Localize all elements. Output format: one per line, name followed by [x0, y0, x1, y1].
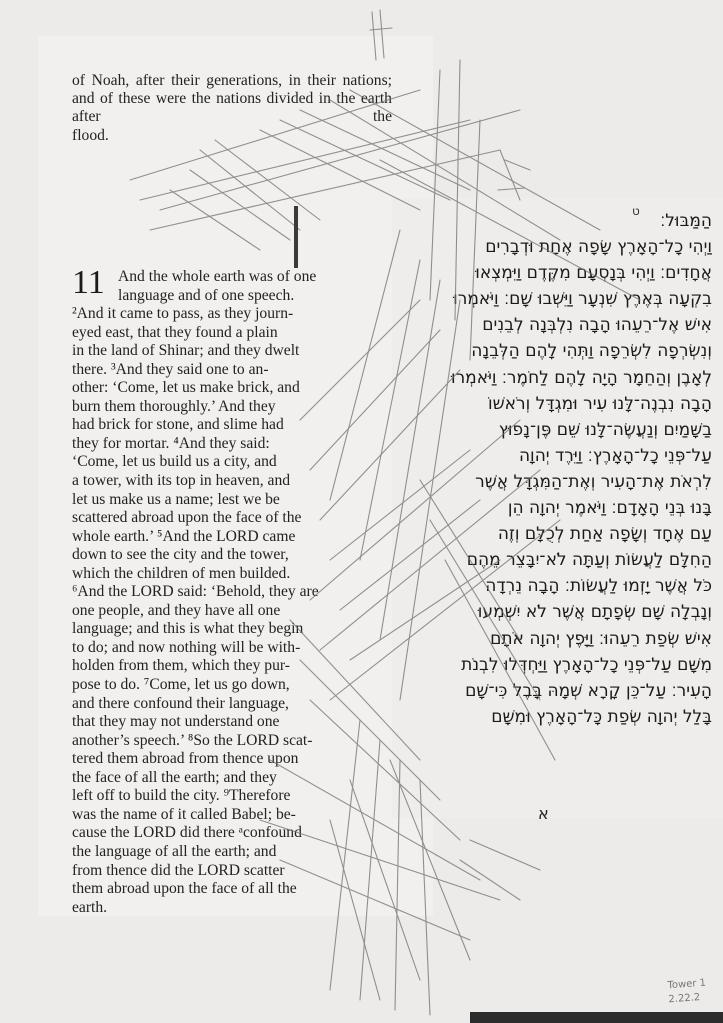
hebrew-line: וְנָבְלָה שָׁם שְׂפָתָם אֲשֶׁר לֹא יִשְׁמְעוּ	[477, 602, 712, 623]
hebrew-line: לְאָבֶן וְהַחֵמָר הָיָה לָהֶם לַחֹמֶר׃ וַיֹּאמְרוּ	[450, 367, 712, 388]
hebrew-line: אִישׁ אֶל־רֵעֵהוּ הָבָה נִלְבְּנָה לְבֵנִים	[482, 315, 712, 336]
chapter-line: left off to build the city. ⁹Therefore	[72, 787, 291, 805]
signature-title: Tower 1	[667, 977, 707, 992]
english-intro-column	[72, 72, 392, 145]
chapter-line: a tower, with its top in heaven, and	[72, 472, 291, 490]
hebrew-reference-mark: ט	[632, 204, 640, 218]
chapter-line: from thence did the LORD scatter	[72, 861, 285, 879]
chapter-line: eyed east, that they found a plain	[72, 323, 278, 341]
hebrew-line: בַשָּׁמַיִם וְנַעֲשֶׂה־לָּנוּ שֵׁם פֶּן־נָפוּץ	[498, 419, 712, 440]
artist-signature	[667, 977, 707, 1008]
chapter-line: ‘Come, let us build us a city, and	[72, 453, 277, 471]
chapter-line: and there confound their language,	[72, 694, 289, 712]
hebrew-line: הָעִיר׃ עַל־כֵּן קָרָא שְׁמָהּ בָּבֶל כִּי־שָׁם	[465, 680, 712, 701]
hebrew-line: עַם אֶחָד וְשָׂפָה אַחַת לְכֻלָּם וְזֶה	[497, 524, 712, 545]
hebrew-text-column	[412, 208, 712, 730]
intro-line: nations divided in the earth after the	[72, 90, 392, 126]
hebrew-line: בָּנוּ בְּנֵי הָאָדָם׃ וַיֹּאמֶר יְהוָה הֵן	[507, 498, 712, 519]
chapter-line: language and of one speech.	[118, 286, 295, 304]
chapter-line: to do; and now nothing will be with-	[72, 638, 301, 656]
hebrew-line: כֹּל אֲשֶׁר יָזְמוּ לַעֲשׂוֹת׃ הָבָה נֵרְדָה	[485, 576, 712, 597]
hebrew-line: עַל־פְּנֵי כָל־הָאָרֶץ׃ וַיֵּרֶד יְהוָה	[518, 445, 712, 466]
chapter-line: there. ³And they said one to an-	[72, 360, 269, 378]
hebrew-line: אִישׁ שְׂפַת רֵעֵהוּ׃ וַיָּפֶץ יְהוָה אֹתָם	[490, 628, 712, 649]
hebrew-line: בָּלַל יְהוָה שְׂפַת כָּל־הָאָרֶץ וּמִשָּׁם	[491, 706, 712, 727]
bottom-edge-shadow	[470, 1012, 723, 1023]
chapter-line: other: ‘Come, let us make brick, and	[72, 379, 300, 397]
intro-line: of Noah, after their generations, in	[72, 72, 301, 89]
chapter-number: 11	[72, 264, 105, 301]
chapter-line: the language of all the earth; and	[72, 842, 277, 860]
chapter-line: in the land of Shinar; and they dwelt	[72, 342, 300, 360]
signature-date: 2.22.2	[668, 992, 701, 1006]
hebrew-line: וְנִשְׂרְפָה לִשְׂרֵפָה וַתְּהִי לָהֶם הַלְּבֵנָה	[471, 341, 712, 362]
hebrew-line: לִרְאֹת אֶת־הָעִיר וְאֶת־הַמִּגְדָּל אֲשֶׁר	[475, 471, 712, 492]
chapter-line: holden from them, which they pur-	[72, 657, 290, 675]
chapter-line: them abroad upon the face of all the	[72, 880, 297, 898]
intro-paragraph	[72, 72, 392, 145]
intro-line: their nations; and of these were the	[72, 72, 392, 108]
chapter-line: they for mortar. ⁴And they said:	[72, 434, 270, 452]
hebrew-line: בִקְעָה בְּאֶרֶץ שִׁנְעָר וַיֵּשְׁבוּ שָׁם׃ וַיֹּאמְרוּ	[453, 289, 712, 310]
chapter-line: tered them abroad from thence upon	[72, 750, 299, 768]
chapter-line: scattered abroad upon the face of the	[72, 509, 302, 527]
chapter-line: ²And it came to pass, as they journ-	[72, 305, 294, 323]
chapter-line: burn them thoroughly.’ And they	[72, 397, 276, 415]
chapter-line: let us make us a name; lest we be	[72, 490, 280, 508]
chapter-line: language; and this is what they begin	[72, 620, 304, 638]
hebrew-line: הָבָה נִבְנֶה־לָּנוּ עִיר וּמִגְדָּל וְרֹאשׁוֹ	[487, 393, 712, 414]
chapter-line: cause the LORD did there ᵃconfound	[72, 824, 302, 842]
hebrew-page-letter: א	[538, 804, 549, 823]
hebrew-line: הַמַּבּוּל׃	[660, 211, 712, 231]
intro-line: flood.	[72, 126, 109, 144]
chapter-line: pose to do. ⁷Come, let us go down,	[72, 676, 290, 694]
hebrew-line: מִשָּׁם עַל־פְּנֵי כָל־הָאָרֶץ וַיַּחְדְּלוּ לִבְנֹת	[461, 654, 712, 675]
chapter-line: one people, and they have all one	[72, 601, 281, 619]
chapter-line: another’s speech.’ ⁸So the LORD scat-	[72, 731, 313, 749]
chapter-line: that they may not understand one	[72, 713, 280, 731]
chapter-line: the face of all the earth; and they	[72, 768, 277, 786]
chapter-line: down to see the city and the tower,	[72, 546, 289, 564]
hebrew-line: אֲחָדִים׃ וַיְהִי בְּנָסְעָם מִקֶּדֶם וַיִּמְצְאוּ	[475, 263, 712, 284]
chapter-line: which the children of men builded.	[72, 564, 291, 582]
chapter-line: ⁶And the LORD said: ‘Behold, they are	[72, 583, 319, 601]
chapter-line: had brick for stone, and slime had	[72, 416, 284, 434]
chapter-body-text	[72, 264, 390, 917]
chapter-line: whole earth.’ ⁵And the LORD came	[72, 527, 296, 545]
hebrew-line: הַחִלָּם לַעֲשׂוֹת וְעַתָּה לֹא־יִבָּצֵר מֵהֶם	[466, 550, 712, 571]
chapter-line: was the name of it called Babel; be-	[72, 805, 296, 823]
chapter-line: And the whole earth was of one	[118, 268, 317, 285]
hebrew-line: וַיְהִי כָל־הָאָרֶץ שָׂפָה אֶחָת וּדְבָרִים	[485, 237, 712, 258]
chapter-line: earth.	[72, 898, 108, 916]
